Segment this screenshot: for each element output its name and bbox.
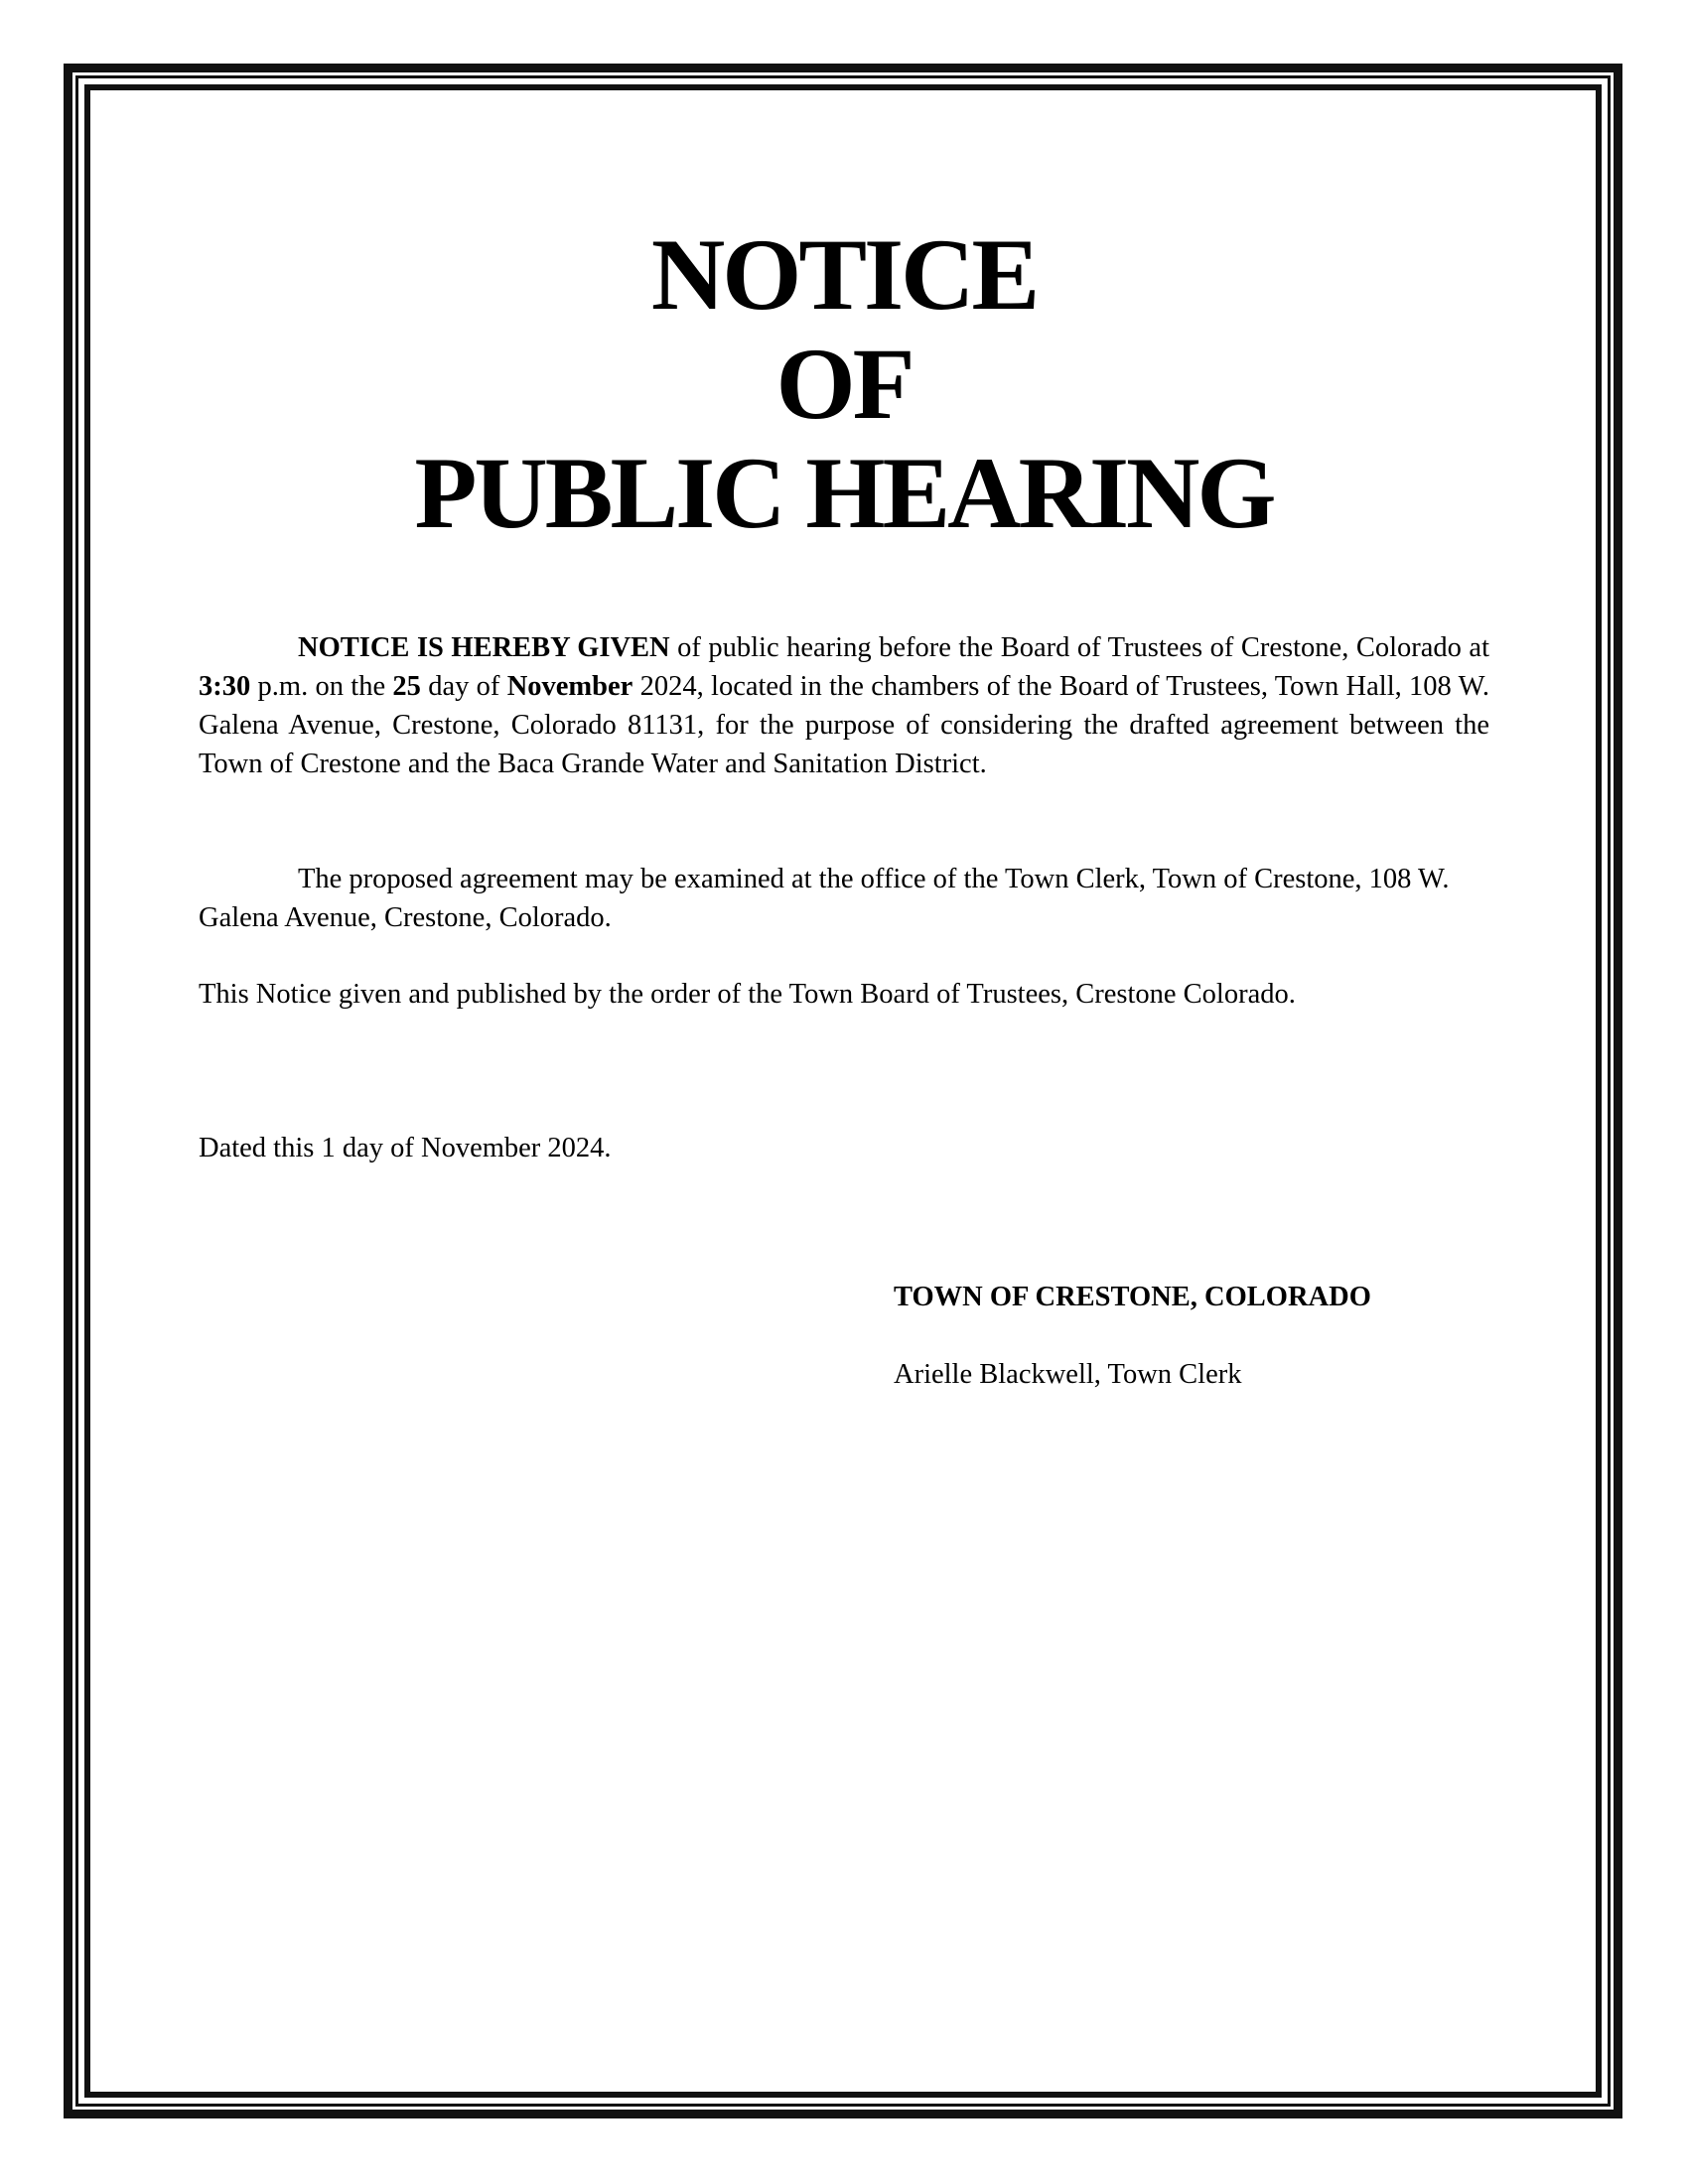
paragraph-text-a: of public hearing before the Board of Trustees of Crestone, Colorado at (669, 632, 1489, 663)
publication-paragraph: This Notice given and published by the order of the Town Board of Trustees, Crestone Colorado. (199, 979, 1296, 1010)
title-line-3: PUBLIC HEARING (414, 437, 1274, 550)
hearing-month: November (506, 671, 633, 702)
examination-paragraph: The proposed agreement may be examined at the office of the Town Clerk, Town of Crestone, 108 W. Galena Avenue, Crestone, Colorado. (199, 864, 1450, 933)
title-line-2: OF (775, 328, 913, 441)
paragraph-text-b: p.m. on the (250, 671, 393, 702)
hearing-time: 3:30 (199, 671, 251, 702)
title-line-1: NOTICE (650, 218, 1038, 332)
dated-line: Dated this 1 day of November 2024. (199, 1133, 612, 1163)
hearing-paragraph (199, 628, 1489, 783)
hearing-day: 25 (392, 671, 421, 702)
paragraph-text-d: 2024, located in the chambers of the Board of Trustees, Town Hall, 108 W. Galena Avenue, Crestone, Colorado 81131, for the purpose of considering the drafted agreement between the Town of Crestone and the Baca Grande Water and Sanitation District. (199, 671, 1489, 779)
notice-content (199, 0, 1489, 2184)
signature-town: TOWN OF CRESTONE, COLORADO (894, 1282, 1371, 1312)
paragraph-text-c: day of (420, 671, 507, 702)
signature-name: Arielle Blackwell, Town Clerk (894, 1359, 1242, 1390)
notice-lead: NOTICE IS HEREBY GIVEN (298, 632, 670, 663)
